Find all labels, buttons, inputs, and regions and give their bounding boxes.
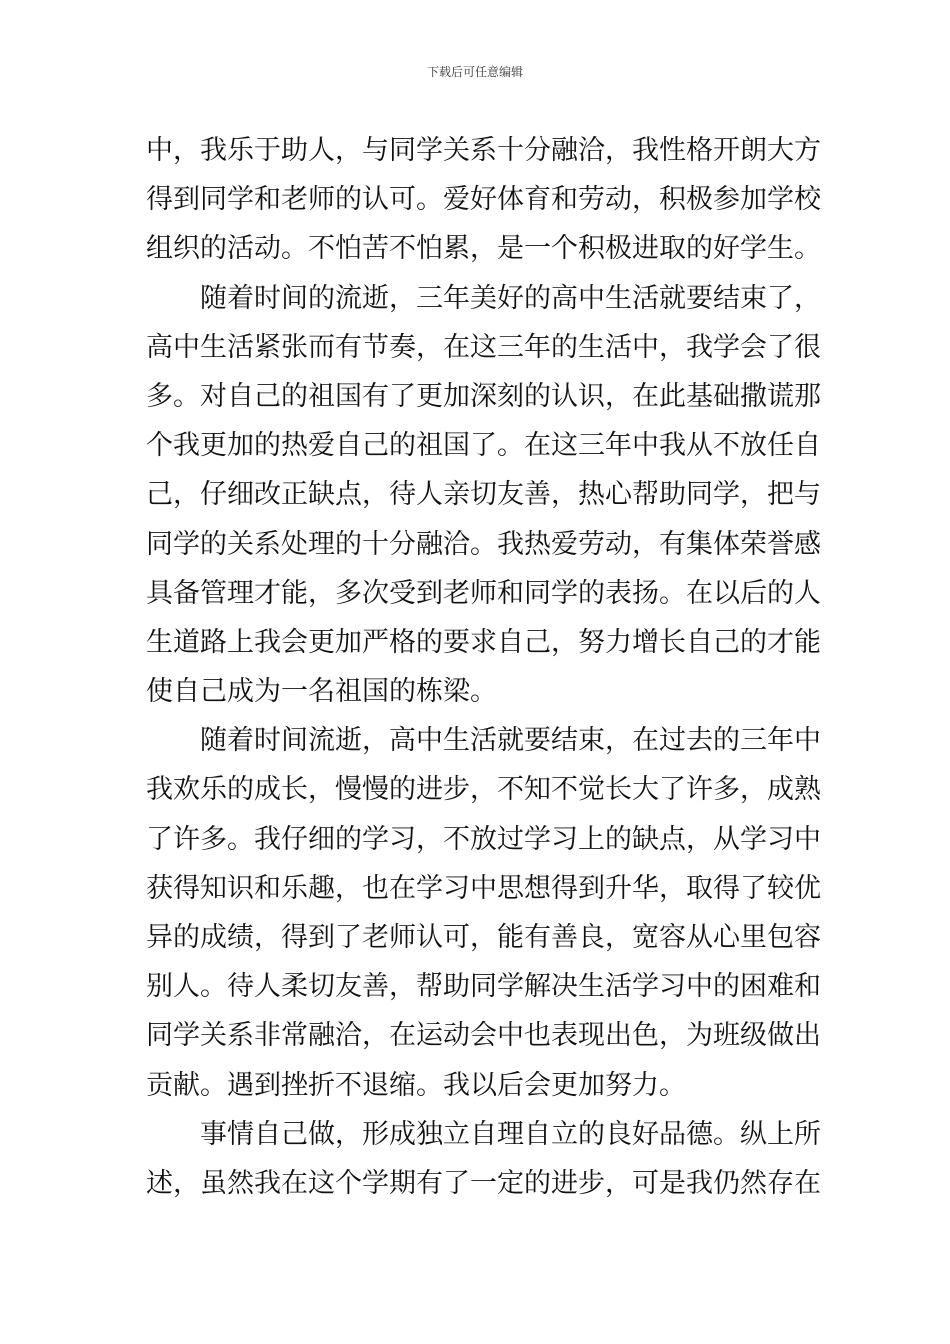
text-line: 得到同学和老师的认可。爱好体育和劳动，积极参加学校: [146, 184, 821, 216]
text-line: 同学关系非常融洽，在运动会中也表现出色，为班级做出: [146, 1020, 821, 1052]
text-line: 组织的活动。不怕苦不怕累，是一个积极进取的好学生。: [146, 233, 821, 265]
text-line: 随着时间流逝，高中生活就要结束，在过去的三年中: [200, 725, 821, 757]
text-line: 述，虽然我在这个学期有了一定的进步，可是我仍然存在: [146, 1167, 821, 1199]
text-line: 高中生活紧张而有节奏，在这三年的生活中，我学会了很: [146, 331, 821, 363]
text-line: 己，仔细改正缺点，待人亲切友善，热心帮助同学，把与: [146, 479, 821, 511]
text-line: 同学的关系处理的十分融洽。我热爱劳动，有集体荣誉感: [146, 528, 821, 560]
text-line: 我欢乐的成长，慢慢的进步，不知不觉长大了许多，成熟: [146, 774, 821, 806]
text-line: 使自己成为一名祖国的栋梁。: [146, 676, 497, 708]
text-line: 事情自己做，形成独立自理自立的良好品德。纵上所: [200, 1118, 821, 1150]
text-line: 获得知识和乐趣，也在学习中思想得到升华，取得了较优: [146, 872, 821, 904]
text-line: 中，我乐于助人，与同学关系十分融洽，我性格开朗大方: [146, 135, 821, 166]
text-line: 异的成绩，得到了老师认可，能有善良，宽容从心里包容: [146, 922, 821, 953]
text-line: 贡献。遇到挫折不退缩。我以后会更加努力。: [146, 1069, 686, 1101]
text-line: 具备管理才能，多次受到老师和同学的表扬。在以后的人: [146, 577, 821, 609]
text-line: 随着时间的流逝，三年美好的高中生活就要结束了，: [200, 282, 821, 314]
text-line: 别人。待人柔切友善，帮助同学解决生活学习中的困难和: [146, 971, 821, 1003]
text-line: 了许多。我仔细的学习，不放过学习上的缺点，从学习中: [146, 823, 821, 855]
page-header-note: 下载后可任意编辑: [426, 65, 523, 79]
text-line: 生道路上我会更加严格的要求自己，努力增长自己的才能: [146, 626, 821, 658]
text-line: 多。对自己的祖国有了更加深刻的认识，在此基础撒谎那: [146, 380, 821, 412]
text-line: 个我更加的热爱自己的祖国了。在这三年中我从不放任自: [146, 430, 821, 462]
document-body: [146, 126, 821, 1208]
